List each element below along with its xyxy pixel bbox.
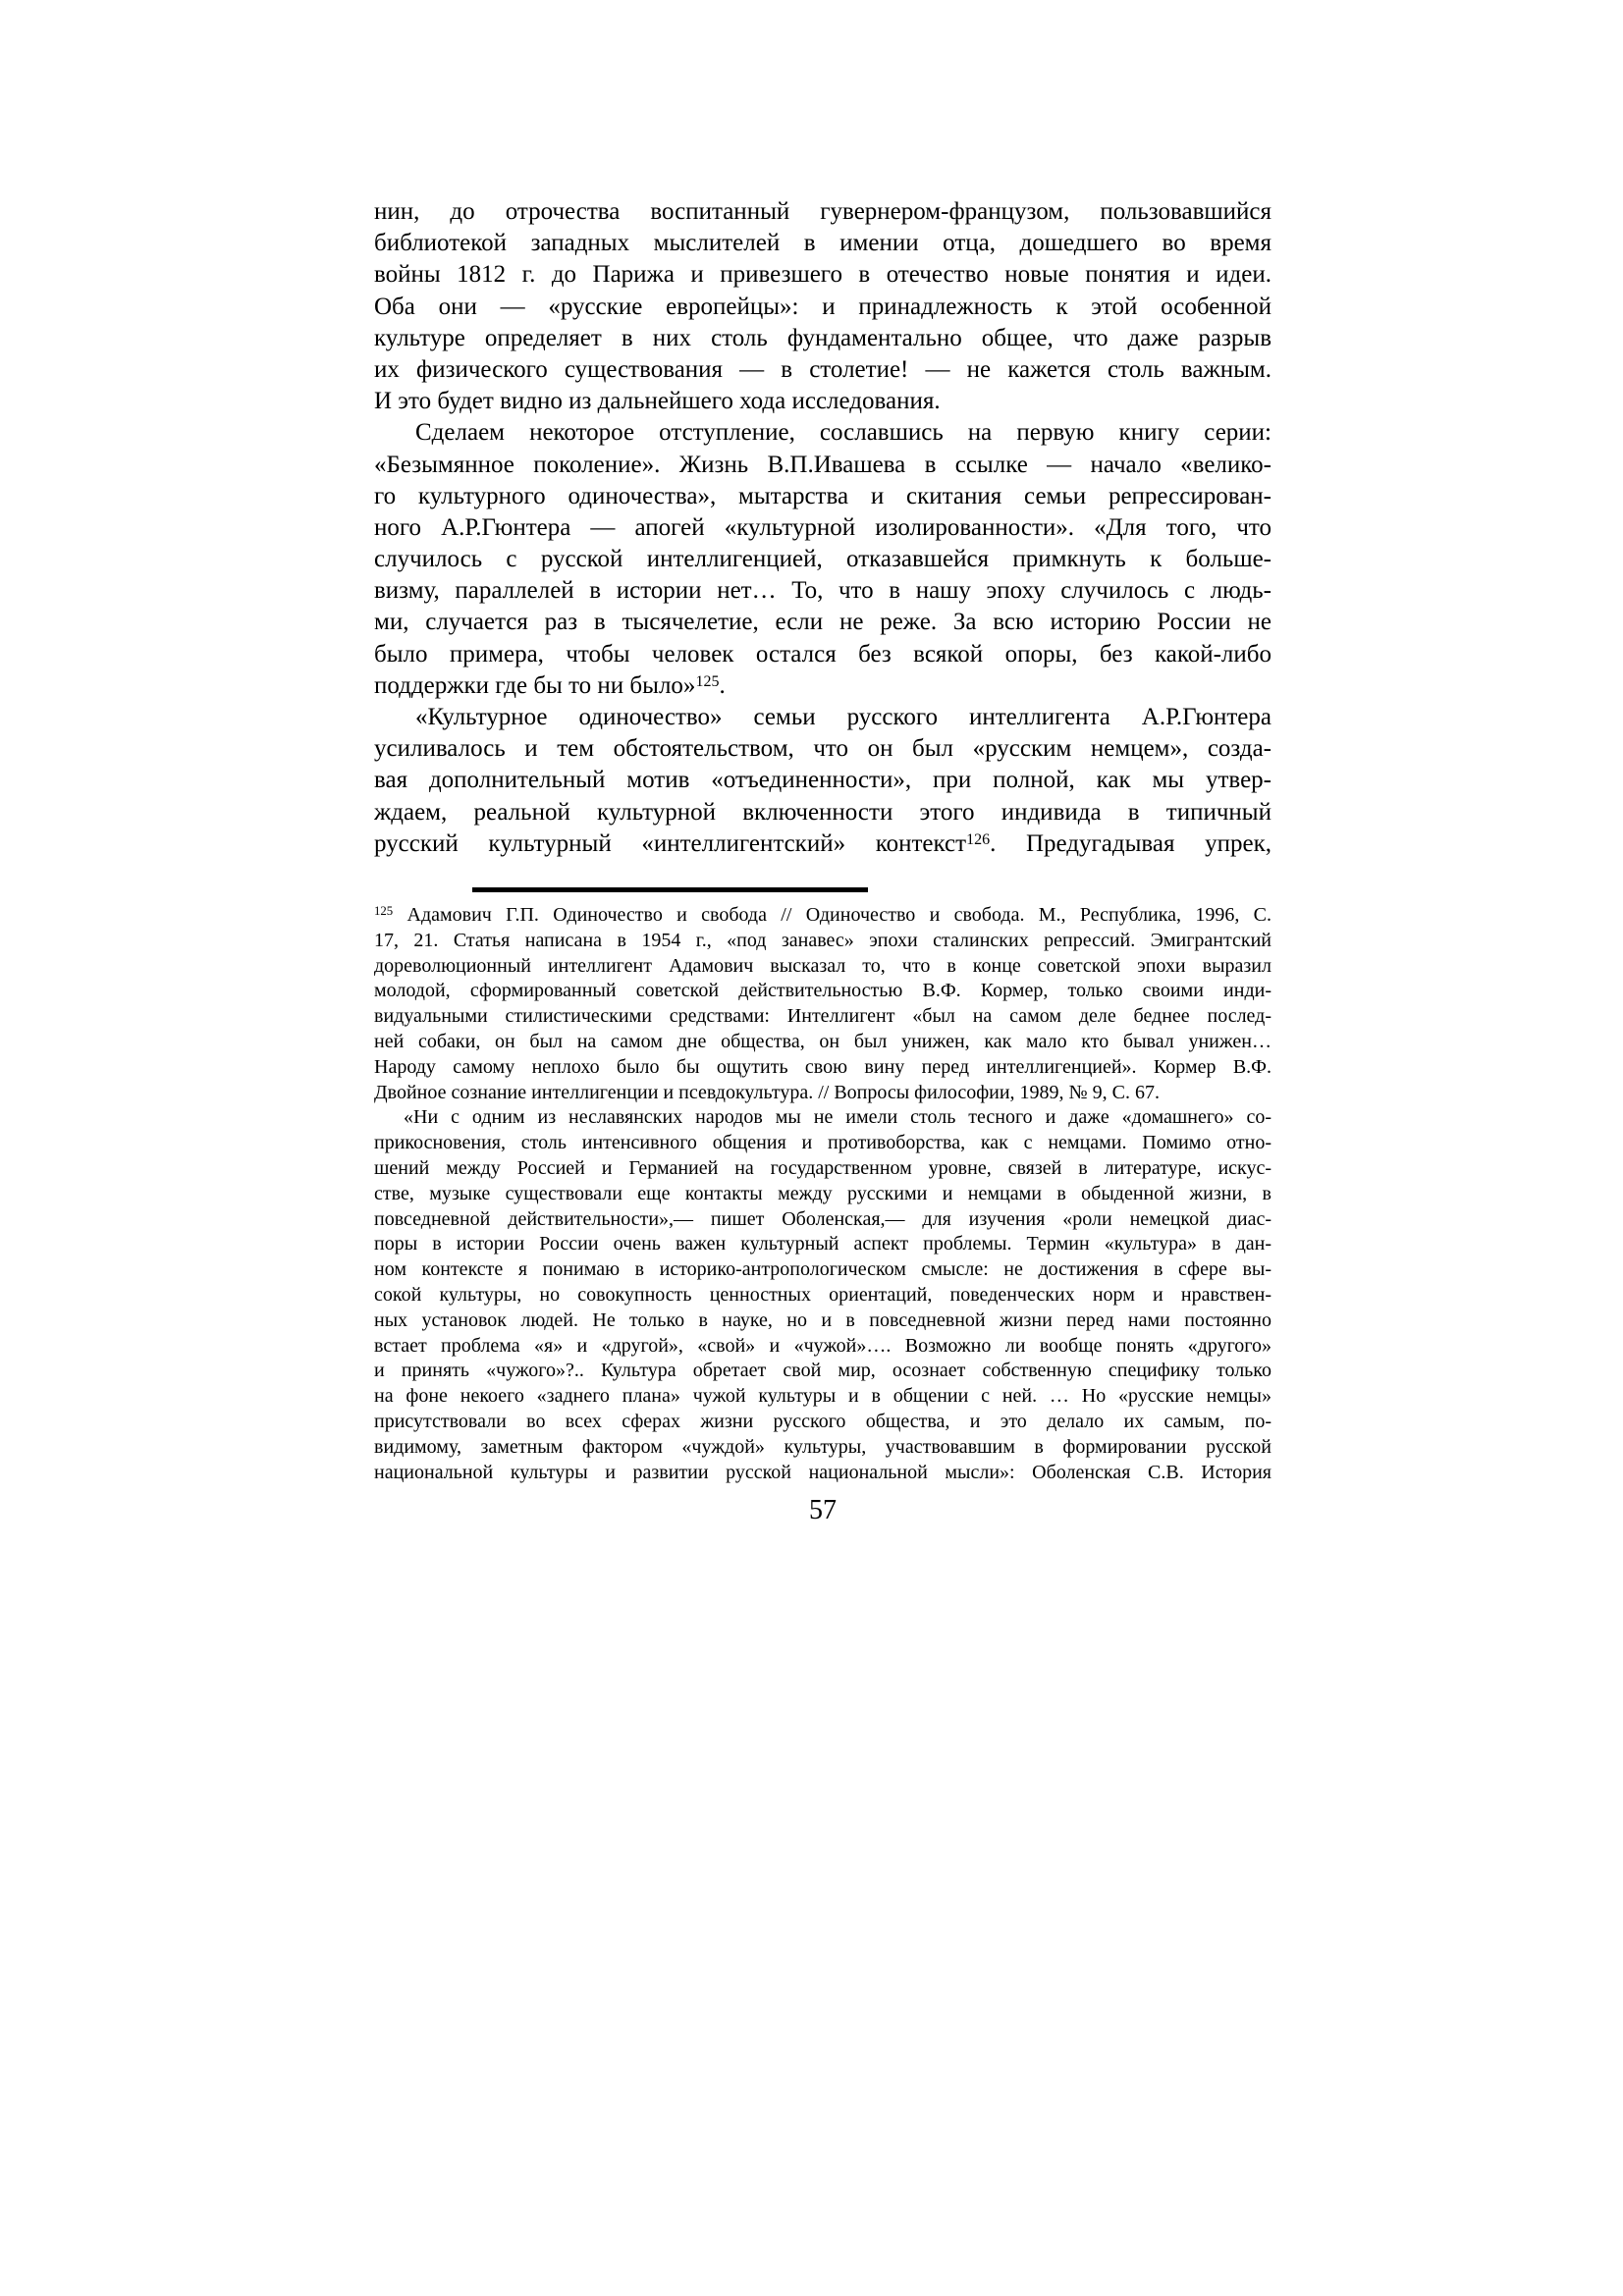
text-line: ми, случается раз в тысячелетие, если не реже. За всю историю России не	[374, 609, 1271, 636]
paragraph	[374, 196, 1271, 417]
text-line: видимому, заметным фактором «чуждой» культуры, участвовавшим в формировании русской	[374, 1435, 1271, 1458]
text-line: шений между Россией и Германией на государственном уровне, связей в литературе, искус-	[374, 1156, 1271, 1179]
page-number: 57	[809, 1495, 837, 1525]
text-line: нин, до отрочества воспитанный гувернером-французом, пользовавшийся	[374, 198, 1271, 225]
text-line: национальной культуры и развитии русской национальной мысли»: Оболенская С.В. История	[374, 1461, 1271, 1483]
paragraph	[374, 903, 1271, 1105]
text-line: было примера, чтобы человек остался без всякой опоры, без какой-либо	[374, 640, 1271, 667]
text-line: «Культурное одиночество» семьи русского интеллигента А.Р.Гюнтера	[415, 704, 1271, 730]
text-line: войны 1812 г. до Парижа и привезшего в отечество новые понятия и идеи.	[374, 261, 1271, 289]
text-line: встает проблема «я» и «другой», «свой» и «чужой»…. Возможно ли вообще понять «другого»	[374, 1334, 1271, 1357]
text-line: ного А.Р.Гюнтера — апогей «культурной изолированности». «Для того, что	[374, 513, 1271, 541]
text-line: «Ни с одним из неславянских народов мы не имели столь тесного и даже «домашнего» со-	[404, 1106, 1271, 1129]
text-line: ном контексте я понимаю в историко-антропологическом смысле: не достижения в сфере вы-	[374, 1258, 1271, 1281]
text-line: русский культурный «интеллигентский» контекст$^{126}$. Предугадывая упрек,	[374, 829, 1271, 857]
text-line: ных установок людей. Не только в науке, но и в повседневной жизни перед нами постоянно	[374, 1308, 1271, 1331]
text-line: и принять «чужого»?.. Культура обретает свой мир, осознает собственную специфику только	[374, 1360, 1271, 1382]
text-line: 17, 21. Статья написана в 1954 г., «под занавес» эпохи сталинских репрессий. Эмигрантский	[374, 929, 1271, 951]
text-line: Сделаем некоторое отступление, сославшись на первую книгу серии:	[415, 419, 1271, 447]
footnote-marker: 125	[374, 904, 394, 919]
text-line: поддержки где бы то ни было»$^{125}$.	[374, 671, 726, 699]
body-text	[374, 196, 1271, 860]
text-line: прикосновения, столь интенсивного общения и противоборства, как с немцами. Помимо отно-	[374, 1132, 1271, 1154]
text-line: на фоне некоего «заднего плана» чужой культуры и в общении с ней. … Но «русские немцы»	[374, 1385, 1271, 1408]
text-line: вая дополнительный мотив «отъединенности», при полной, как мы утвер-	[374, 767, 1271, 794]
paragraph	[374, 417, 1271, 702]
text-line: видуальными стилистическими средствами: Интеллигент «был на самом деле беднее послед-	[374, 1005, 1271, 1028]
footnote-marker: 126	[966, 830, 991, 848]
text-line: поры в истории России очень важен культурный аспект проблемы. Термин «культура» в дан-	[374, 1233, 1271, 1255]
text-line: повседневной действительности»,— пишет Оболенская,— для изучения «роли немецкой диас-	[374, 1207, 1271, 1230]
text-line: визму, параллелей в истории нет… То, что в нашу эпоху случилось с людь-	[374, 577, 1271, 605]
footnote-marker: 125	[695, 672, 720, 690]
text-line: случилось с русской интеллигенцией, отказавшейся примкнуть к больше-	[374, 546, 1271, 573]
footnote-separator-rule	[472, 887, 868, 892]
text-line: сокой культуры, но совокупность ценностных ориентаций, поведенческих норм и нравствен-	[374, 1283, 1271, 1306]
text-line: усиливалось и тем обстоятельством, что он был «русским немцем», созда-	[374, 735, 1271, 763]
text-line: присутствовали во всех сферах жизни русского общества, и это делало их самым, по-	[374, 1410, 1271, 1432]
paragraph	[374, 1105, 1271, 1485]
text-line: молодой, сформированный советской действительностью В.Ф. Кормер, только своими инди-	[374, 980, 1271, 1002]
text-line: их физического существования — в столетие! — не кажется столь важным.	[374, 355, 1271, 383]
text-line: стве, музыке существовали еще контакты между русскими и немцами в обыденной жизни, в	[374, 1182, 1271, 1204]
text-line: ней собаки, он был на самом дне общества, он был унижен, как мало кто бывал унижен…	[374, 1030, 1271, 1052]
paragraph	[374, 702, 1271, 860]
text-line: «Безымянное поколение». Жизнь В.П.Ивашева в ссылке — начало «велико-	[374, 451, 1271, 478]
text-line: го культурного одиночества», мытарства и скитания семьи репрессирован-	[374, 482, 1271, 509]
text-line: $^{125}$ Адамович Г.П. Одиночество и свобода // Одиночество и свобода. М., Республика, 1996, С.	[374, 904, 1271, 926]
text-line: культуре определяет в них столь фундаментально общее, что даже разрыв	[374, 324, 1271, 351]
footnotes	[374, 903, 1271, 1485]
text-line: ждаем, реальной культурной включенности этого индивида в типичный	[374, 798, 1271, 826]
text-line: И это будет видно из дальнейшего хода исследования.	[374, 388, 941, 415]
text-line: Народу самому неплохо было бы ощутить свою вину перед интеллигенцией». Кормер В.Ф.	[374, 1055, 1271, 1078]
text-line: Оба они — «русские европейцы»: и принадлежность к этой особенной	[374, 293, 1271, 320]
text-line: библиотекой западных мыслителей в имении отца, дошедшего во время	[374, 230, 1271, 257]
text-line: Двойное сознание интеллигенции и псевдокультура. // Вопросы философии, 1989, № 9, С. 67.	[374, 1081, 1160, 1103]
text-line: дореволюционный интеллигент Адамович высказал то, что в конце советской эпохи выразил	[374, 954, 1271, 977]
